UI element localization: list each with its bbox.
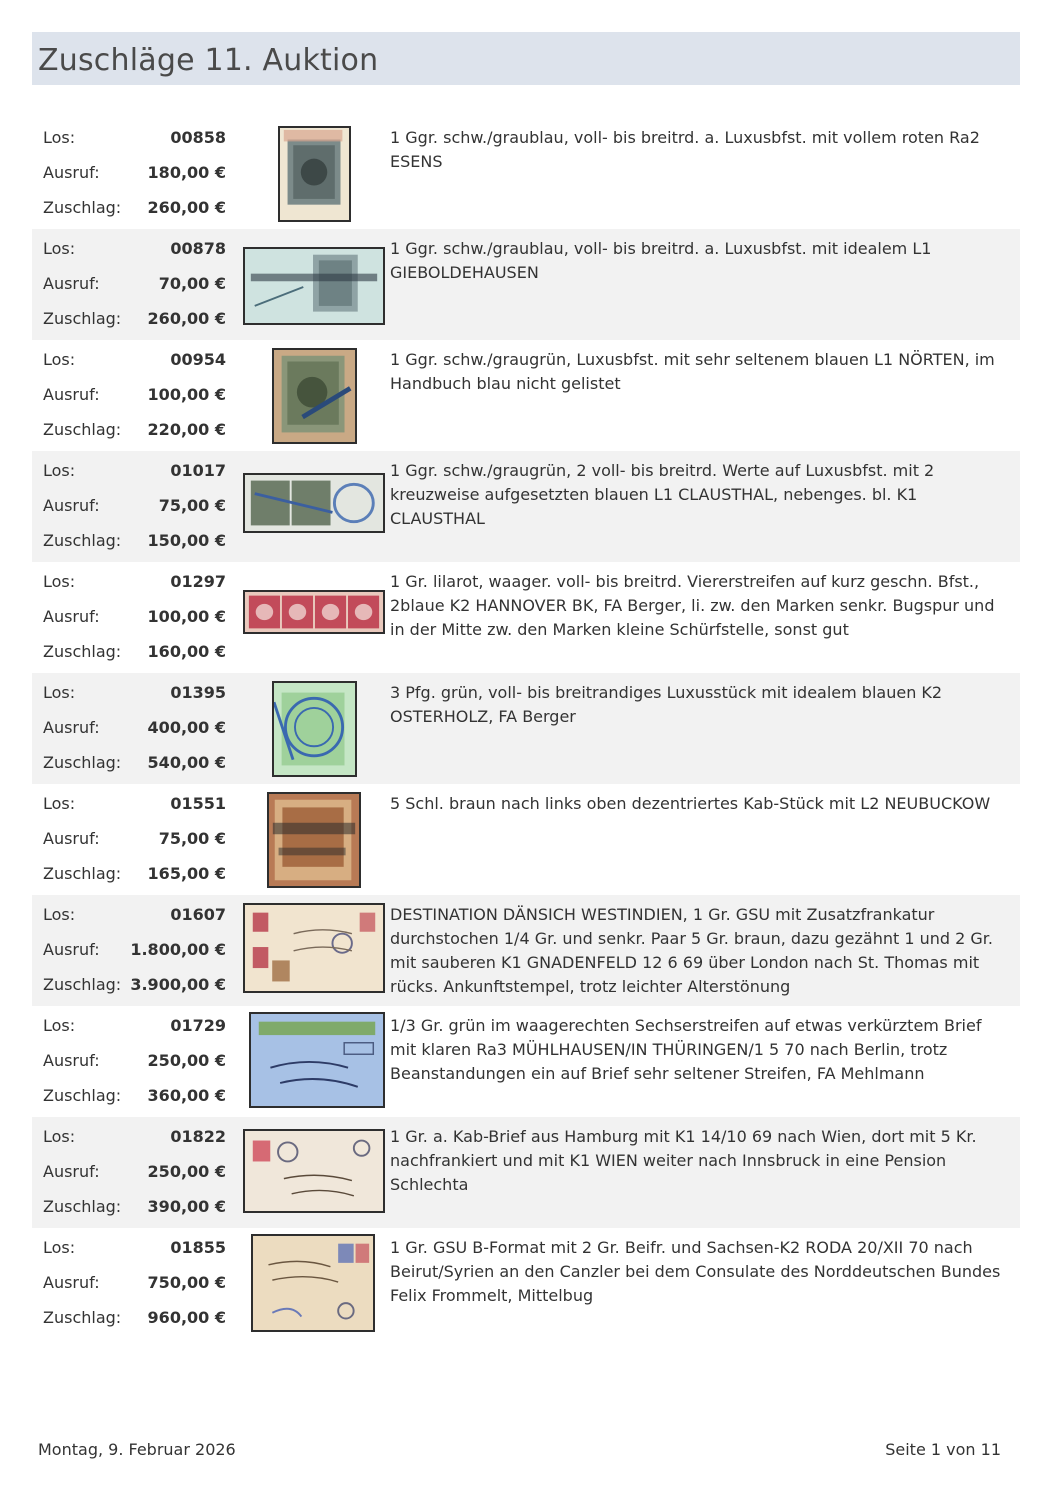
lot-description: 1 Ggr. schw./graublau, voll- bis breitrd. a. Luxusbfst. mit idealem L1 GIEBOLDEHAUSEN (390, 239, 932, 282)
ausruf-value: 750,00 € (147, 1273, 226, 1292)
zuschlag-label: Zuschlag: (43, 864, 122, 883)
ausruf-value: 400,00 € (147, 718, 226, 737)
lot-description: 1/3 Gr. grün im waagerechten Sechserstreifen auf etwas verkürztem Brief mit klaren Ra3 MÜHLHAUSEN/IN THÜRINGEN/1 5 70 nach Berlin, trotz Beanstandungen ein auf Brief sehr seltener Streifen, FA Mehlmann (390, 1016, 982, 1083)
ausruf-label: Ausruf: (43, 496, 100, 515)
los-label: Los: (43, 794, 76, 813)
envelope-thumbnail[interactable] (251, 1234, 375, 1332)
los-number: 01607 (170, 905, 226, 924)
lot-description: 5 Schl. braun nach links oben dezentriertes Kab-Stück mit L2 NEUBUCKOW (390, 794, 991, 813)
lot-description: 1 Ggr. schw./graublau, voll- bis breitrd. a. Luxusbfst. mit vollem roten Ra2 ESENS (390, 128, 980, 171)
ausruf-label: Ausruf: (43, 829, 100, 848)
lot-row (32, 1006, 1020, 1117)
los-number: 01395 (170, 683, 226, 702)
los-label: Los: (43, 461, 76, 480)
ausruf-label: Ausruf: (43, 1162, 100, 1181)
zuschlag-value: 3.900,00 € (130, 975, 226, 994)
lot-description: 1 Gr. a. Kab-Brief aus Hamburg mit K1 14/10 69 nach Wien, dort mit 5 Kr. nachfrankiert und mit K1 WIEN weiter nach Innsbruck in eine Pension Schlechta (390, 1127, 977, 1194)
ausruf-label: Ausruf: (43, 940, 100, 959)
lot-row (32, 784, 1020, 895)
zuschlag-value: 960,00 € (147, 1308, 226, 1327)
ausruf-value: 250,00 € (147, 1051, 226, 1070)
zuschlag-label: Zuschlag: (43, 309, 122, 328)
stamp-thumbnail[interactable] (243, 247, 385, 325)
stamp-thumbnail[interactable] (272, 681, 357, 777)
ausruf-label: Ausruf: (43, 607, 100, 626)
zuschlag-value: 160,00 € (147, 642, 226, 661)
envelope-thumbnail[interactable] (249, 1012, 385, 1108)
lot-row (32, 673, 1020, 784)
zuschlag-value: 220,00 € (147, 420, 226, 439)
ausruf-value: 75,00 € (158, 496, 226, 515)
ausruf-value: 1.800,00 € (130, 940, 226, 959)
los-label: Los: (43, 1238, 76, 1257)
zuschlag-label: Zuschlag: (43, 1086, 122, 1105)
los-label: Los: (43, 572, 76, 591)
stamp-thumbnail[interactable] (272, 348, 357, 444)
zuschlag-value: 260,00 € (147, 198, 226, 217)
los-number: 01822 (170, 1127, 226, 1146)
los-number: 01855 (170, 1238, 226, 1257)
lot-description: 3 Pfg. grün, voll- bis breitrandiges Luxusstück mit idealem blauen K2 OSTERHOLZ, FA Berger (390, 683, 943, 726)
lot-description: 1 Gr. GSU B-Format mit 2 Gr. Beifr. und Sachsen-K2 RODA 20/XII 70 nach Beirut/Syrien an den Canzler bei dem Consulate des Norddeutschen Bundes Felix Frommelt, Mittelbug (390, 1238, 1001, 1305)
los-label: Los: (43, 1016, 76, 1035)
los-number: 01551 (170, 794, 226, 813)
ausruf-value: 70,00 € (158, 274, 226, 293)
footer-date: Montag, 9. Februar 2026 (38, 1440, 236, 1459)
ausruf-label: Ausruf: (43, 385, 100, 404)
lot-description: 1 Ggr. schw./graugrün, 2 voll- bis breitrd. Werte auf Luxusbfst. mit 2 kreuzweise aufgesetzten blauen L1 CLAUSTHAL, nebenges. bl. K1 CLAUSTHAL (390, 461, 935, 528)
ausruf-value: 75,00 € (158, 829, 226, 848)
stamp-thumbnail[interactable] (243, 590, 385, 634)
lot-row (32, 562, 1020, 673)
ausruf-value: 250,00 € (147, 1162, 226, 1181)
lot-description: 1 Gr. lilarot, waager. voll- bis breitrd. Viererstreifen auf kurz geschn. Bfst., 2blaue K2 HANNOVER BK, FA Berger, li. zw. den Marken senkr. Bugspur und in der Mitte zw. den Marken kleine Schürfstelle, sonst gut (390, 572, 995, 639)
los-label: Los: (43, 905, 76, 924)
zuschlag-label: Zuschlag: (43, 198, 122, 217)
ausruf-value: 100,00 € (147, 607, 226, 626)
zuschlag-label: Zuschlag: (43, 531, 122, 550)
zuschlag-label: Zuschlag: (43, 753, 122, 772)
page-title: Zuschläge 11. Auktion (38, 43, 379, 78)
los-number: 00954 (170, 350, 226, 369)
zuschlag-value: 360,00 € (147, 1086, 226, 1105)
ausruf-label: Ausruf: (43, 163, 100, 182)
envelope-thumbnail[interactable] (243, 1129, 385, 1213)
lot-row (32, 895, 1020, 1006)
los-number: 00858 (170, 128, 226, 147)
los-label: Los: (43, 1127, 76, 1146)
los-label: Los: (43, 350, 76, 369)
ausruf-label: Ausruf: (43, 718, 100, 737)
zuschlag-label: Zuschlag: (43, 1308, 122, 1327)
zuschlag-value: 540,00 € (147, 753, 226, 772)
stamp-thumbnail[interactable] (243, 473, 385, 533)
los-number: 01729 (170, 1016, 226, 1035)
ausruf-label: Ausruf: (43, 1273, 100, 1292)
stamp-thumbnail[interactable] (278, 126, 351, 222)
zuschlag-value: 390,00 € (147, 1197, 226, 1216)
los-number: 01297 (170, 572, 226, 591)
lot-list (32, 118, 1020, 1339)
ausruf-label: Ausruf: (43, 1051, 100, 1070)
zuschlag-value: 150,00 € (147, 531, 226, 550)
footer-page-number: Seite 1 von 11 (885, 1440, 1001, 1459)
envelope-thumbnail[interactable] (243, 903, 385, 993)
lot-description: 1 Ggr. schw./graugrün, Luxusbfst. mit sehr seltenem blauen L1 NÖRTEN, im Handbuch blau nicht gelistet (390, 350, 995, 393)
zuschlag-label: Zuschlag: (43, 1197, 122, 1216)
lot-description: DESTINATION DÄNSICH WESTINDIEN, 1 Gr. GSU mit Zusatzfrankatur durchstochen 1/4 Gr. und senkr. Paar 5 Gr. braun, dazu gezähnt 1 und 2 Gr. mit sauberen K1 GNADENFELD 12 6 69 über London nach St. Thomas mit rücks. Ankunftstempel, trotz leichter Alterstönung (390, 905, 993, 996)
los-label: Los: (43, 683, 76, 702)
lot-row (32, 118, 1020, 229)
los-label: Los: (43, 239, 76, 258)
zuschlag-value: 260,00 € (147, 309, 226, 328)
lot-row (32, 451, 1020, 562)
los-number: 01017 (170, 461, 226, 480)
lot-row (32, 1228, 1020, 1339)
lot-row (32, 340, 1020, 451)
ausruf-value: 100,00 € (147, 385, 226, 404)
page-header (32, 32, 1020, 85)
stamp-thumbnail[interactable] (267, 792, 361, 888)
ausruf-label: Ausruf: (43, 274, 100, 293)
los-number: 00878 (170, 239, 226, 258)
ausruf-value: 180,00 € (147, 163, 226, 182)
zuschlag-value: 165,00 € (147, 864, 226, 883)
los-label: Los: (43, 128, 76, 147)
zuschlag-label: Zuschlag: (43, 642, 122, 661)
lot-row (32, 1117, 1020, 1228)
zuschlag-label: Zuschlag: (43, 975, 122, 994)
lot-row (32, 229, 1020, 340)
zuschlag-label: Zuschlag: (43, 420, 122, 439)
